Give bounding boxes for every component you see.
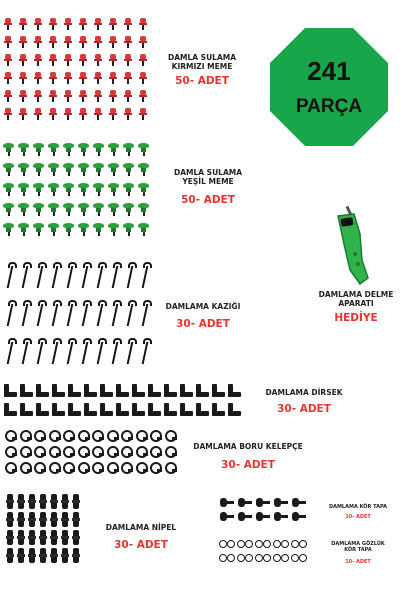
stake-icon	[126, 262, 134, 288]
stake-icon	[66, 300, 74, 326]
red-emitter-icon	[3, 36, 13, 48]
goggle-plug-icon	[237, 554, 253, 562]
stake-icon	[111, 338, 119, 364]
goggle-plug-icon	[255, 540, 271, 548]
red-emitter-icon	[123, 54, 133, 66]
clamp-icon	[77, 446, 90, 457]
green-emitter-icon	[93, 223, 104, 236]
stake-icon	[141, 338, 149, 364]
nipple-icon	[28, 548, 36, 563]
red-emitter-icon	[33, 72, 43, 84]
red-emitter-icon	[93, 18, 103, 30]
elbow-icon	[36, 384, 49, 397]
green-emitter-icon	[33, 143, 44, 156]
red-emitter-icon	[138, 36, 148, 48]
elbow-icon	[116, 403, 129, 416]
clamp-icon	[120, 430, 133, 441]
red-emitter-icon	[33, 54, 43, 66]
elbow-icon	[148, 403, 161, 416]
clamp-icon	[4, 430, 17, 441]
nipple-icon	[72, 512, 80, 527]
clamp-icon	[164, 446, 177, 457]
clamp-icon	[91, 446, 104, 457]
elbow-icon	[20, 403, 33, 416]
elbow-icon	[52, 403, 65, 416]
red-emitter-icon	[138, 54, 148, 66]
clamp-icon	[19, 430, 32, 441]
nipple-icon	[39, 512, 47, 527]
nipple-icon	[50, 530, 58, 545]
red-emitter-icon	[123, 72, 133, 84]
elbow-icon	[180, 403, 193, 416]
elbow-icon	[84, 384, 97, 397]
nipple-icon	[28, 530, 36, 545]
elbow-icon	[180, 384, 193, 397]
green-emitter-icon	[108, 183, 119, 196]
clamp-icon	[77, 430, 90, 441]
stake-icon	[96, 338, 104, 364]
clamp-icon	[135, 446, 148, 457]
red-emitter-icon	[123, 108, 133, 120]
clamp-icon	[106, 446, 119, 457]
punch-tool-name: DAMLAMA DELME APARATI	[318, 290, 394, 308]
elbow-grid	[4, 384, 244, 422]
green-emitter-icon	[78, 183, 89, 196]
clamp-icon	[48, 430, 61, 441]
elbow-icon	[100, 403, 113, 416]
green-emitter-icon	[18, 223, 29, 236]
nipple-icon	[61, 512, 69, 527]
elbow-icon	[20, 384, 33, 397]
punch-tool-qty: HEDİYE	[334, 312, 378, 324]
nipple-icon	[61, 494, 69, 509]
red-emitter-icon	[48, 90, 58, 102]
elbow-icon	[52, 384, 65, 397]
nipple-icon	[6, 494, 14, 509]
red-emitter-icon	[123, 36, 133, 48]
end-plug-icon	[220, 498, 234, 507]
goggle-plug-icon	[237, 540, 253, 548]
nipple-icon	[28, 512, 36, 527]
red-emitter-icon	[63, 108, 73, 120]
green-emitter-icon	[93, 183, 104, 196]
green-emitter-icon	[108, 203, 119, 216]
clamp-icon	[62, 446, 75, 457]
red-emitter-icon	[48, 54, 58, 66]
clamp-icon	[120, 446, 133, 457]
nipple-name: DAMLAMA NİPEL	[105, 523, 177, 532]
red-emitter-icon	[78, 36, 88, 48]
red-emitter-icon	[108, 108, 118, 120]
red-emitter-icon	[123, 18, 133, 30]
red-emitter-icon	[33, 18, 43, 30]
stake-icon	[141, 300, 149, 326]
nipple-icon	[61, 530, 69, 545]
green-emitter-icon	[48, 183, 59, 196]
stake-qty: 30- ADET	[176, 318, 230, 330]
green-emitter-icon	[63, 223, 74, 236]
stake-icon	[81, 338, 89, 364]
stake-icon	[21, 300, 29, 326]
stake-icon	[36, 338, 44, 364]
red-emitter-icon	[108, 72, 118, 84]
red-emitter-icon	[3, 18, 13, 30]
nipple-icon	[17, 512, 25, 527]
nipple-qty: 30- ADET	[114, 539, 168, 551]
badge-count: 241	[307, 56, 351, 86]
end-plug-icon	[238, 498, 252, 507]
nipple-icon	[50, 512, 58, 527]
nipple-grid	[6, 494, 83, 566]
green-emitter-icon	[108, 143, 119, 156]
clamp-icon	[19, 446, 32, 457]
green-emitter-icon	[123, 223, 134, 236]
clamp-icon	[62, 462, 75, 473]
goggle-plug-icon	[219, 554, 235, 562]
red-emitter-icon	[93, 36, 103, 48]
clamp-icon	[4, 446, 17, 457]
clamp-icon	[106, 430, 119, 441]
clamp-icon	[48, 446, 61, 457]
goggle-plug-icon	[291, 540, 307, 548]
green-emitter-icon	[3, 223, 14, 236]
stake-icon	[36, 262, 44, 288]
green-emitter-icon	[108, 223, 119, 236]
green-emitter-icon	[78, 223, 89, 236]
red-emitter-icon	[48, 36, 58, 48]
green-emitter-icon	[63, 163, 74, 176]
clamp-icon	[106, 462, 119, 473]
nipple-icon	[6, 512, 14, 527]
clamp-icon	[135, 462, 148, 473]
badge-octagon	[270, 28, 388, 146]
red-emitter-name: DAMLA SULAMA KIRMIZI MEME	[167, 53, 237, 71]
red-emitter-icon	[63, 54, 73, 66]
stake-icon	[6, 338, 14, 364]
stake-icon	[6, 300, 14, 326]
goggle-plug-icon	[273, 554, 289, 562]
end-plug-icon	[220, 512, 234, 521]
red-emitter-icon	[108, 54, 118, 66]
stake-icon	[126, 338, 134, 364]
clamp-icon	[135, 430, 148, 441]
red-emitter-icon	[3, 108, 13, 120]
green-emitter-icon	[78, 203, 89, 216]
green-emitter-icon	[3, 183, 14, 196]
elbow-icon	[132, 384, 145, 397]
end-plug-icon	[292, 498, 306, 507]
elbow-icon	[4, 384, 17, 397]
end-plug-qty: 10- ADET	[345, 514, 371, 520]
stake-icon	[6, 262, 14, 288]
goggle-plug-icon	[219, 540, 235, 548]
clamp-icon	[33, 430, 46, 441]
clamp-icon	[91, 430, 104, 441]
clamp-icon	[4, 462, 17, 473]
green-emitter-icon	[33, 163, 44, 176]
green-emitter-icon	[33, 203, 44, 216]
elbow-icon	[164, 384, 177, 397]
red-emitter-icon	[63, 72, 73, 84]
green-emitter-grid	[3, 143, 153, 243]
clamp-icon	[48, 462, 61, 473]
goggle-plug-icon	[255, 554, 271, 562]
clamp-qty: 30- ADET	[221, 459, 275, 471]
elbow-icon	[196, 403, 209, 416]
piece-count-badge	[270, 28, 388, 146]
elbow-icon	[212, 403, 225, 416]
nipple-icon	[39, 494, 47, 509]
nipple-icon	[72, 548, 80, 563]
elbow-icon	[100, 384, 113, 397]
green-emitter-icon	[3, 143, 14, 156]
clamp-icon	[19, 462, 32, 473]
elbow-icon	[132, 403, 145, 416]
green-emitter-icon	[63, 143, 74, 156]
red-emitter-icon	[3, 72, 13, 84]
end-plug-name: DAMLAMA KÖR TAPA	[328, 504, 388, 510]
end-plug-icon	[256, 512, 270, 521]
stake-icon	[111, 262, 119, 288]
red-emitter-icon	[93, 54, 103, 66]
nipple-icon	[72, 530, 80, 545]
red-emitter-icon	[78, 108, 88, 120]
end-plug-icon	[274, 498, 288, 507]
red-emitter-icon	[108, 36, 118, 48]
red-emitter-icon	[108, 90, 118, 102]
red-emitter-icon	[63, 36, 73, 48]
stake-icon	[51, 262, 59, 288]
stake-icon	[21, 262, 29, 288]
stake-icon	[66, 262, 74, 288]
badge-label: PARÇA	[295, 96, 363, 117]
goggle-plug-icon	[291, 554, 307, 562]
red-emitter-icon	[93, 108, 103, 120]
red-emitter-icon	[18, 108, 28, 120]
red-emitter-grid	[3, 18, 153, 126]
green-emitter-icon	[18, 163, 29, 176]
clamp-icon	[149, 446, 162, 457]
green-emitter-icon	[3, 203, 14, 216]
elbow-icon	[228, 384, 241, 397]
elbow-qty: 30- ADET	[277, 403, 331, 415]
green-emitter-icon	[138, 203, 149, 216]
red-emitter-icon	[18, 54, 28, 66]
green-emitter-icon	[93, 163, 104, 176]
stake-icon	[96, 262, 104, 288]
nipple-icon	[17, 548, 25, 563]
clamp-icon	[149, 430, 162, 441]
green-emitter-icon	[123, 203, 134, 216]
green-emitter-icon	[18, 203, 29, 216]
nipple-icon	[39, 548, 47, 563]
nipple-icon	[50, 494, 58, 509]
nipple-icon	[6, 530, 14, 545]
green-emitter-icon	[18, 183, 29, 196]
nipple-icon	[50, 548, 58, 563]
red-emitter-icon	[138, 108, 148, 120]
red-emitter-icon	[33, 36, 43, 48]
stake-icon	[51, 338, 59, 364]
green-emitter-qty: 50- ADET	[181, 194, 235, 206]
stake-icon	[36, 300, 44, 326]
red-emitter-icon	[48, 72, 58, 84]
elbow-name: DAMLAMA DİRSEK	[265, 388, 343, 397]
clamp-icon	[164, 430, 177, 441]
red-emitter-icon	[48, 108, 58, 120]
elbow-icon	[228, 403, 241, 416]
end-plug-icon	[292, 512, 306, 521]
elbow-icon	[36, 403, 49, 416]
stake-icon	[96, 300, 104, 326]
green-emitter-icon	[123, 183, 134, 196]
elbow-icon	[84, 403, 97, 416]
elbow-icon	[148, 384, 161, 397]
red-emitter-icon	[18, 72, 28, 84]
green-emitter-icon	[63, 183, 74, 196]
nipple-icon	[61, 548, 69, 563]
green-emitter-icon	[123, 143, 134, 156]
clamp-icon	[62, 430, 75, 441]
stake-icon	[81, 262, 89, 288]
stake-icon	[111, 300, 119, 326]
elbow-icon	[68, 403, 81, 416]
clamp-icon	[77, 462, 90, 473]
green-emitter-icon	[33, 223, 44, 236]
nipple-icon	[17, 530, 25, 545]
clamp-icon	[33, 462, 46, 473]
red-emitter-icon	[33, 90, 43, 102]
stake-icon	[51, 300, 59, 326]
green-emitter-icon	[108, 163, 119, 176]
green-emitter-icon	[48, 163, 59, 176]
elbow-icon	[164, 403, 177, 416]
end-plug-icon	[274, 512, 288, 521]
red-emitter-icon	[18, 90, 28, 102]
clamp-icon	[120, 462, 133, 473]
green-emitter-icon	[48, 223, 59, 236]
stake-icon	[141, 262, 149, 288]
green-emitter-icon	[48, 143, 59, 156]
clamp-grid	[4, 430, 178, 478]
nipple-icon	[72, 494, 80, 509]
stake-icon	[66, 338, 74, 364]
clamp-icon	[91, 462, 104, 473]
punch-tool-icon	[322, 204, 378, 286]
red-emitter-icon	[78, 72, 88, 84]
elbow-icon	[196, 384, 209, 397]
red-emitter-icon	[138, 18, 148, 30]
stake-icon	[81, 300, 89, 326]
green-emitter-icon	[123, 163, 134, 176]
clamp-icon	[33, 446, 46, 457]
red-emitter-icon	[3, 54, 13, 66]
stake-name: DAMLAMA KAZIĞI	[165, 302, 241, 311]
red-emitter-icon	[123, 90, 133, 102]
red-emitter-icon	[48, 18, 58, 30]
red-emitter-icon	[93, 90, 103, 102]
green-emitter-name: DAMLA SULAMA YEŞİL MEME	[173, 168, 243, 186]
elbow-icon	[4, 403, 17, 416]
elbow-icon	[212, 384, 225, 397]
green-emitter-icon	[138, 183, 149, 196]
red-emitter-icon	[3, 90, 13, 102]
green-emitter-icon	[138, 163, 149, 176]
green-emitter-icon	[78, 163, 89, 176]
end-plug-icon	[238, 512, 252, 521]
clamp-icon	[164, 462, 177, 473]
green-emitter-icon	[78, 143, 89, 156]
stake-grid	[6, 262, 156, 376]
red-emitter-icon	[93, 72, 103, 84]
green-emitter-icon	[3, 163, 14, 176]
nipple-icon	[28, 494, 36, 509]
green-emitter-icon	[138, 223, 149, 236]
green-emitter-icon	[33, 183, 44, 196]
end-plug-icon	[256, 498, 270, 507]
red-emitter-icon	[33, 108, 43, 120]
red-emitter-icon	[63, 90, 73, 102]
goggle-plug-icon	[273, 540, 289, 548]
goggle-plug-qty: 10- ADET	[345, 559, 371, 565]
red-emitter-icon	[18, 18, 28, 30]
stake-icon	[126, 300, 134, 326]
nipple-icon	[6, 548, 14, 563]
red-emitter-icon	[138, 72, 148, 84]
nipple-icon	[39, 530, 47, 545]
stake-icon	[21, 338, 29, 364]
green-emitter-icon	[93, 143, 104, 156]
green-emitter-icon	[93, 203, 104, 216]
end-plug-grid	[220, 498, 310, 526]
red-emitter-icon	[18, 36, 28, 48]
red-emitter-icon	[78, 18, 88, 30]
goggle-plug-name: DAMLAMA GÖZLÜK KÖR TAPA	[331, 541, 385, 553]
clamp-name: DAMLAMA BORU KELEPÇE	[193, 442, 303, 451]
green-emitter-icon	[48, 203, 59, 216]
red-emitter-icon	[108, 18, 118, 30]
clamp-icon	[149, 462, 162, 473]
green-emitter-icon	[63, 203, 74, 216]
goggle-plug-grid	[219, 540, 309, 568]
elbow-icon	[116, 384, 129, 397]
red-emitter-icon	[138, 90, 148, 102]
nipple-icon	[17, 494, 25, 509]
elbow-icon	[68, 384, 81, 397]
red-emitter-icon	[78, 54, 88, 66]
green-emitter-icon	[18, 143, 29, 156]
red-emitter-icon	[63, 18, 73, 30]
red-emitter-icon	[78, 90, 88, 102]
red-emitter-qty: 50- ADET	[175, 75, 229, 87]
green-emitter-icon	[138, 143, 149, 156]
